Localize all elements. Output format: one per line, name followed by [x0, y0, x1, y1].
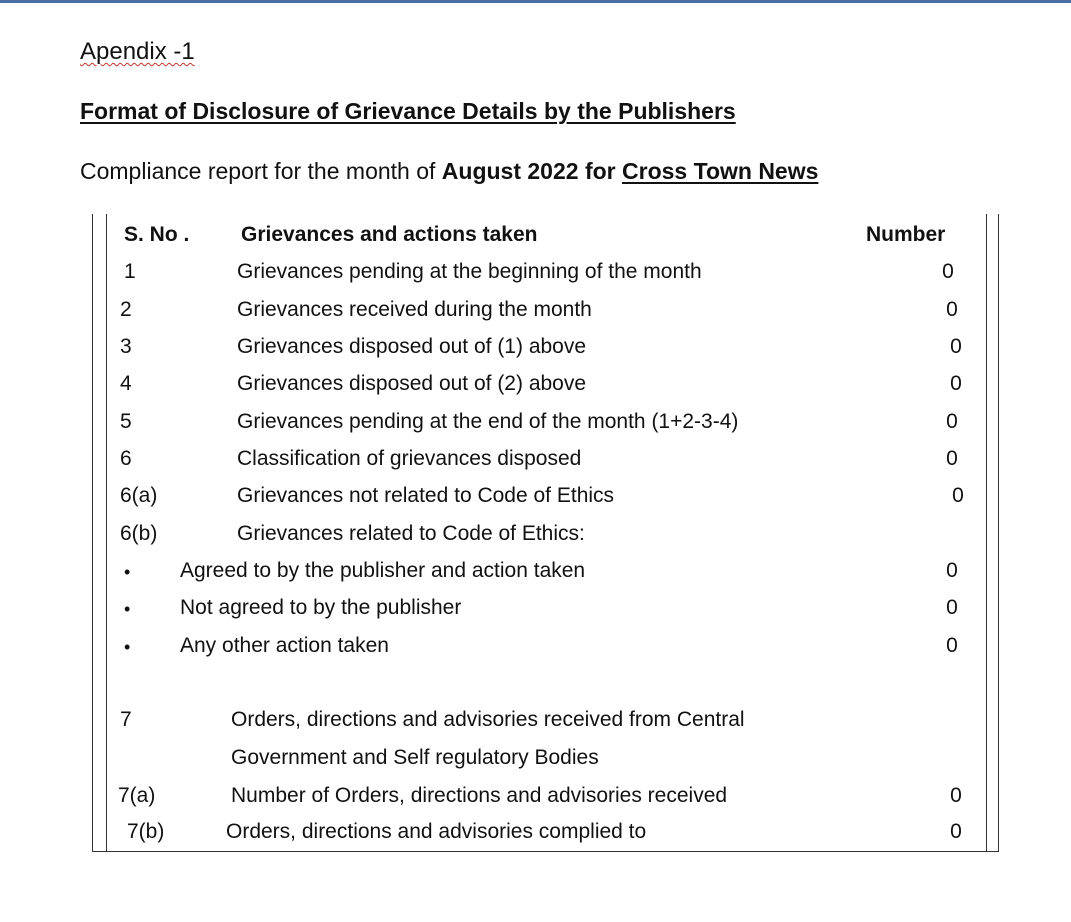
row-4-desc: Grievances disposed out of (2) above: [237, 372, 587, 395]
row-7a-sno: 7(a): [118, 784, 156, 807]
row-6a-number: 0: [952, 484, 964, 507]
top-border: [0, 0, 1071, 3]
document-heading: Format of Disclosure of Grievance Details by the Publishers: [80, 98, 736, 124]
table-border-left-outer: [92, 214, 93, 852]
table-border-bottom: [92, 851, 999, 852]
compliance-publisher: Cross Town News: [622, 158, 819, 184]
row-3-desc: Grievances disposed out of (1) above: [237, 335, 587, 358]
row-5-number: 0: [946, 410, 958, 433]
row-3-sno: 3: [120, 335, 132, 358]
row-1-number: 0: [942, 260, 954, 283]
row-6-desc: Classification of grievances disposed: [237, 447, 582, 470]
row-3-number: 0: [950, 335, 962, 358]
table-border-left-inner: [106, 214, 107, 852]
row-7b-desc: Orders, directions and advisories complied to: [226, 820, 647, 843]
bullet-1-number: 0: [946, 559, 958, 582]
row-6-number: 0: [946, 447, 958, 470]
bullet-1-desc: Agreed to by the publisher and action taken: [180, 559, 586, 582]
table-border-right-outer: [998, 214, 999, 852]
row-4-sno: 4: [120, 372, 132, 395]
header-sno: S. No .: [124, 223, 190, 246]
row-7a-number: 0: [950, 784, 962, 807]
row-5-sno: 5: [120, 410, 132, 433]
bullet-1-mark: •: [124, 562, 131, 582]
appendix-title: Apendix -1: [80, 38, 195, 65]
row-7-sno: 7: [120, 708, 132, 731]
header-number: Number: [866, 223, 946, 246]
row-2-desc: Grievances received during the month: [237, 298, 592, 321]
row-1-sno: 1: [124, 260, 136, 283]
table-border-right-inner: [986, 214, 987, 852]
row-6b-sno: 6(b): [120, 522, 158, 545]
row-7b-number: 0: [950, 820, 962, 843]
row-7a-desc: Number of Orders, directions and advisories received: [231, 784, 728, 807]
row-2-number: 0: [946, 298, 958, 321]
bullet-2-number: 0: [946, 596, 958, 619]
row-4-number: 0: [950, 372, 962, 395]
bullet-3-desc: Any other action taken: [180, 634, 389, 657]
row-7b-sno: 7(b): [127, 820, 165, 843]
row-6b-desc: Grievances related to Code of Ethics:: [237, 522, 585, 545]
bullet-3-number: 0: [946, 634, 958, 657]
row-5-desc: Grievances pending at the end of the month (1+2-3-4): [237, 410, 739, 433]
bullet-2-mark: •: [124, 599, 131, 619]
row-7-desc-line2: Government and Self regulatory Bodies: [231, 746, 599, 769]
compliance-prefix: Compliance report for the month of: [80, 158, 442, 184]
row-6a-sno: 6(a): [120, 484, 158, 507]
row-6a-desc: Grievances not related to Code of Ethics: [237, 484, 615, 507]
row-2-sno: 2: [120, 298, 132, 321]
row-1-desc: Grievances pending at the beginning of the month: [237, 260, 702, 283]
row-6-sno: 6: [120, 447, 132, 470]
compliance-month: August 2022 for: [441, 158, 623, 184]
compliance-line: [80, 158, 818, 185]
bullet-3-mark: •: [124, 637, 131, 657]
row-7-desc-line1: Orders, directions and advisories received from Central: [231, 708, 745, 731]
header-description: Grievances and actions taken: [241, 223, 538, 246]
bullet-2-desc: Not agreed to by the publisher: [180, 596, 462, 619]
